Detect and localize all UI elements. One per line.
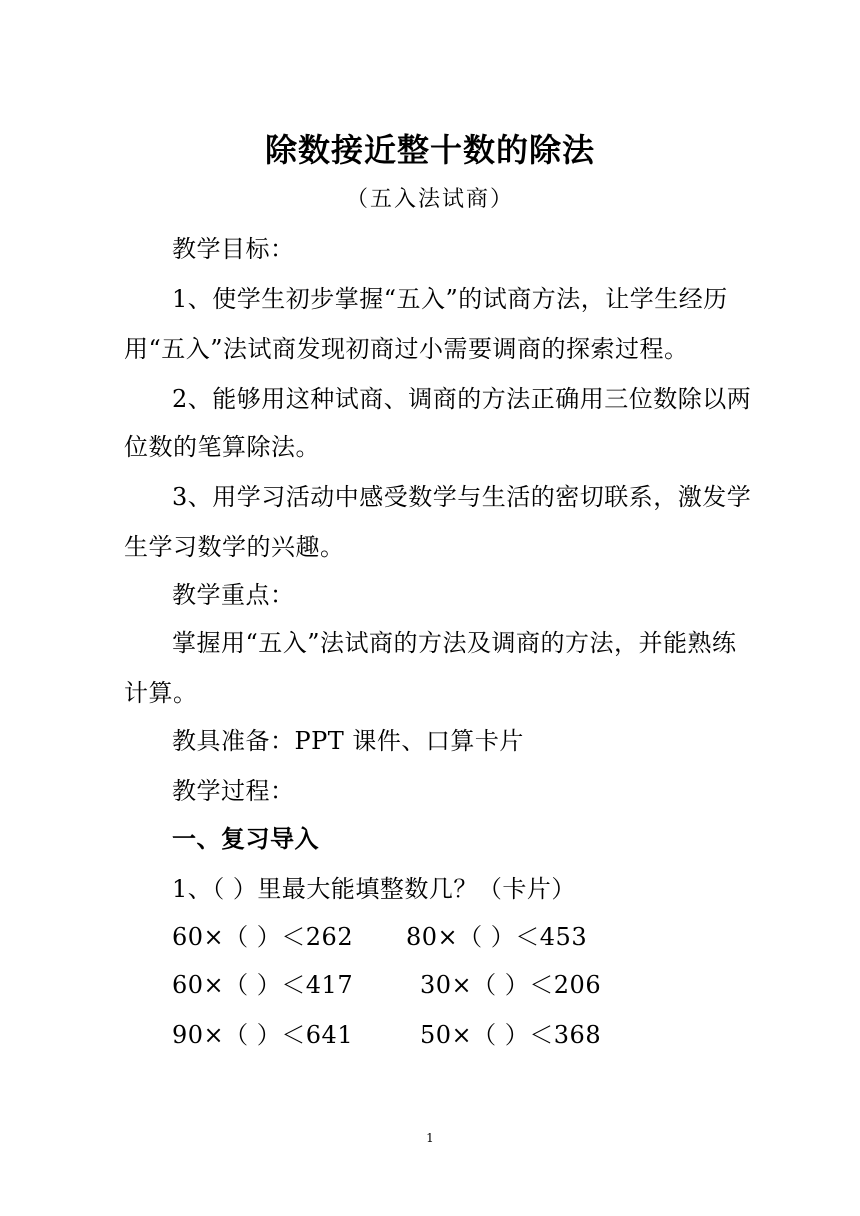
key-point-line-1: 掌握用“五入”法试商的方法及调商的方法，并能熟练 bbox=[172, 629, 737, 657]
goal-1-line-1: 1、使学生初步掌握“五入”的试商方法，让学生经历 bbox=[172, 285, 728, 313]
exercise-row bbox=[172, 1018, 740, 1052]
exercise-row bbox=[172, 968, 740, 1002]
exercise-right: 80×（ ）＜453 bbox=[406, 923, 588, 951]
teaching-aids: 教具准备：PPT 课件、口算卡片 bbox=[172, 727, 524, 755]
goal-2-line-1: 2、能够用这种试商、调商的方法正确用三位数除以两 bbox=[172, 385, 752, 413]
goal-2-line-2: 位数的笔算除法。 bbox=[124, 433, 320, 461]
key-point-line-2: 计算。 bbox=[124, 679, 198, 707]
exercise-prompt: 1、（ ）里最大能填整数几？（卡片） bbox=[172, 875, 576, 903]
heading-key-points: 教学重点： bbox=[172, 581, 295, 609]
exercise-right: 30×（ ）＜206 bbox=[420, 971, 602, 999]
exercise-left: 60×（ ）＜262 bbox=[172, 923, 354, 951]
exercise-left: 90×（ ）＜641 bbox=[172, 1021, 354, 1049]
heading-teaching-process: 教学过程： bbox=[172, 777, 295, 805]
goal-3-line-1: 3、用学习活动中感受数学与生活的密切联系，激发学 bbox=[172, 483, 752, 511]
document-subtitle: （五入法试商） bbox=[345, 187, 514, 212]
goal-1-line-2: 用“五入”法试商发现初商过小需要调商的探索过程。 bbox=[124, 335, 689, 363]
page-number: 1 bbox=[426, 1131, 434, 1145]
exercise-row bbox=[172, 920, 740, 954]
goal-3-line-2: 生学习数学的兴趣。 bbox=[124, 533, 345, 561]
exercise-left: 60×（ ）＜417 bbox=[172, 971, 354, 999]
section-review-intro: 一、复习导入 bbox=[172, 825, 319, 853]
exercise-right: 50×（ ）＜368 bbox=[420, 1021, 602, 1049]
heading-teaching-goals: 教学目标： bbox=[172, 235, 295, 263]
document-title: 除数接近整十数的除法 bbox=[264, 131, 595, 169]
